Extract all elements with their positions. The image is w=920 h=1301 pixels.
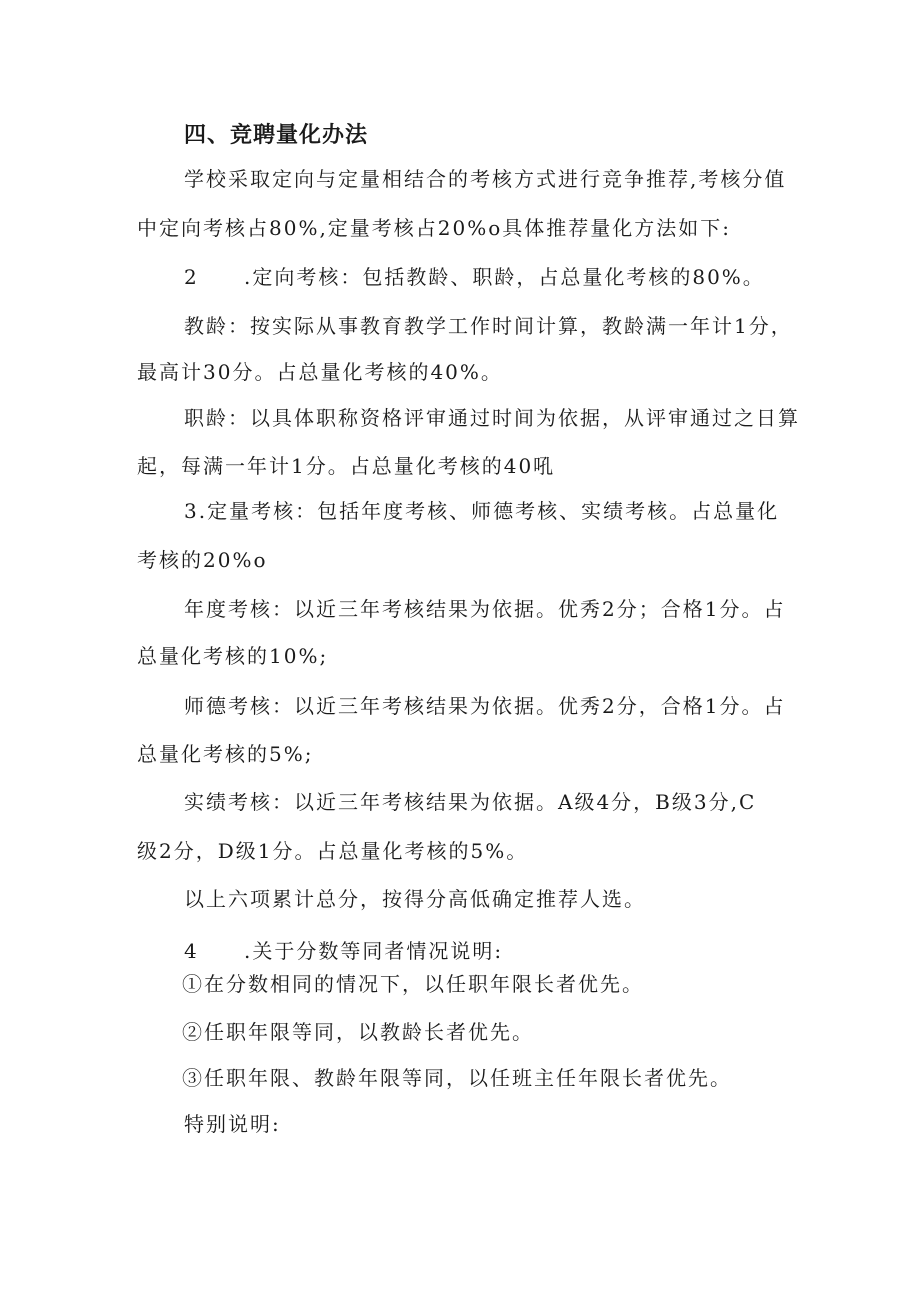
jiaoling-line-2: 最高计30分。占总量化考核的40%。	[137, 360, 503, 384]
item-4-text: .关于分数等同者情况说明:	[244, 939, 504, 963]
shiji-line-1: 实绩考核：以近三年考核结果为依据。A级4分，B级3分,C	[184, 790, 757, 814]
item-2-text: .定向考核：包括教龄、职龄，占总量化考核的80%。	[244, 265, 765, 289]
shiji-line-2: 级2分，D级1分。占总量化考核的5%。	[137, 839, 529, 863]
section-heading: 四、竞聘量化办法	[184, 123, 369, 148]
rule-3-line: ③任职年限、教龄年限等同，以任班主任年限长者优先。	[182, 1066, 732, 1090]
shide-line-2: 总量化考核的5%;	[137, 742, 314, 766]
item-2-number: 2	[184, 265, 199, 289]
item-3-line-1: 3.定量考核：包括年度考核、师德考核、实绩考核。占总量化	[184, 499, 780, 523]
item-2-line	[184, 263, 765, 291]
item-4-line	[184, 937, 503, 965]
shide-line-1: 师德考核：以近三年考核结果为依据。优秀2分，合格1分。占	[184, 694, 786, 718]
summary-line: 以上六项累计总分，按得分高低确定推荐人选。	[184, 887, 646, 911]
niandu-line-1: 年度考核：以近三年考核结果为依据。优秀2分；合格1分。占	[184, 597, 786, 621]
niandu-line-2: 总量化考核的10%;	[137, 644, 329, 668]
rule-1-line: ①在分数相同的情况下，以任职年限长者优先。	[182, 972, 644, 996]
paragraph-intro-line-1: 学校采取定向与定量相结合的考核方式进行竞争推荐,考核分值	[184, 167, 787, 191]
paragraph-intro-line-2: 中定向考核占80%,定量考核占20%o具体推荐量化方法如下:	[137, 216, 732, 240]
zhiling-line-2: 起，每满一年计1分。占总量化考核的40吼	[137, 454, 556, 478]
item-3-line-2: 考核的20%o	[137, 548, 268, 572]
rule-2-line: ②任职年限等同，以教龄长者优先。	[182, 1020, 534, 1044]
zhiling-line-1: 职龄：以具体职称资格评审通过时间为依据，从评审通过之日算	[184, 406, 800, 430]
item-4-number: 4	[184, 939, 199, 963]
special-note-line: 特别说明:	[184, 1112, 281, 1136]
jiaoling-line-1: 教龄：按实际从事教育教学工作时间计算，教龄满一年计1分，	[184, 314, 793, 338]
